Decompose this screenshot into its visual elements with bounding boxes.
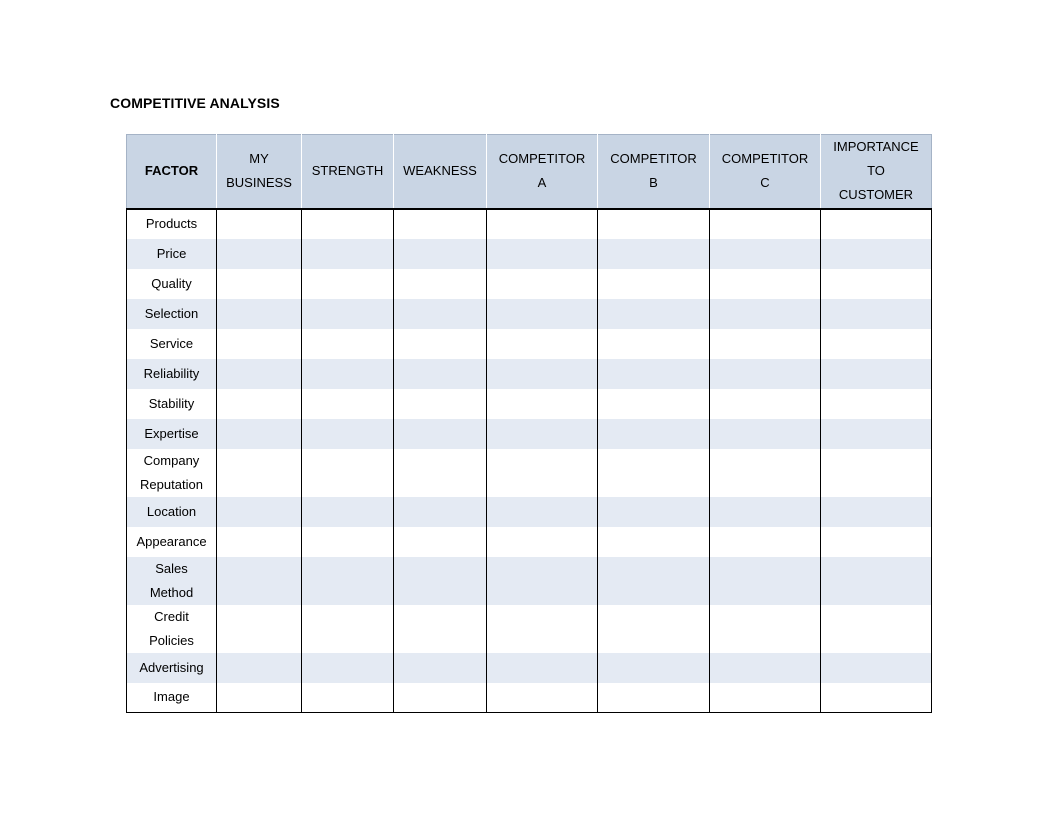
entry-cell-my-business[interactable] — [217, 329, 302, 359]
factor-cell — [127, 419, 217, 449]
column-header-text: CUSTOMER — [838, 187, 914, 203]
entry-cell-weakness[interactable] — [394, 527, 487, 557]
entry-cell-my-business[interactable] — [217, 269, 302, 299]
entry-cell-weakness[interactable] — [394, 359, 487, 389]
entry-cell-competitor-c[interactable] — [710, 359, 821, 389]
table-row — [127, 497, 932, 527]
table-row — [127, 557, 932, 605]
factor-cell — [127, 449, 217, 497]
entry-cell-competitor-a[interactable] — [487, 683, 598, 713]
table-body — [127, 209, 932, 713]
entry-cell-competitor-b[interactable] — [598, 389, 710, 419]
factor-label: Company — [143, 452, 200, 468]
entry-cell-strength[interactable] — [302, 209, 394, 239]
table-row — [127, 299, 932, 329]
entry-cell-my-business[interactable] — [217, 605, 302, 653]
entry-cell-my-business[interactable] — [217, 419, 302, 449]
entry-cell-my-business[interactable] — [217, 557, 302, 605]
column-header-text: STRENGTH — [311, 163, 384, 179]
column-header-text: TO — [867, 163, 885, 179]
entry-cell-importance-to-customer[interactable] — [821, 449, 932, 497]
entry-cell-competitor-a[interactable] — [487, 653, 598, 683]
entry-cell-my-business[interactable] — [217, 299, 302, 329]
table-row — [127, 209, 932, 239]
entry-cell-importance-to-customer[interactable] — [821, 329, 932, 359]
entry-cell-importance-to-customer[interactable] — [821, 497, 932, 527]
entry-cell-my-business[interactable] — [217, 653, 302, 683]
entry-cell-competitor-c[interactable] — [710, 605, 821, 653]
entry-cell-strength[interactable] — [302, 605, 394, 653]
entry-cell-strength[interactable] — [302, 683, 394, 713]
entry-cell-competitor-b[interactable] — [598, 605, 710, 653]
entry-cell-competitor-b[interactable] — [598, 527, 710, 557]
entry-cell-competitor-c[interactable] — [710, 299, 821, 329]
column-header-factor — [127, 135, 217, 209]
factor-cell — [127, 527, 217, 557]
column-header-text: COMPETITOR — [721, 151, 809, 167]
factor-label: Quality — [151, 275, 192, 291]
entry-cell-importance-to-customer[interactable] — [821, 527, 932, 557]
entry-cell-competitor-a[interactable] — [487, 269, 598, 299]
entry-cell-importance-to-customer[interactable] — [821, 269, 932, 299]
entry-cell-importance-to-customer[interactable] — [821, 605, 932, 653]
entry-cell-competitor-b[interactable] — [598, 497, 710, 527]
factor-cell — [127, 269, 217, 299]
entry-cell-competitor-c[interactable] — [710, 419, 821, 449]
entry-cell-my-business[interactable] — [217, 449, 302, 497]
entry-cell-importance-to-customer[interactable] — [821, 683, 932, 713]
factor-cell — [127, 389, 217, 419]
factor-label: Price — [156, 245, 187, 261]
entry-cell-weakness[interactable] — [394, 497, 487, 527]
entry-cell-competitor-c[interactable] — [710, 449, 821, 497]
entry-cell-competitor-a[interactable] — [487, 359, 598, 389]
entry-cell-my-business[interactable] — [217, 209, 302, 239]
entry-cell-weakness[interactable] — [394, 389, 487, 419]
entry-cell-competitor-a[interactable] — [487, 527, 598, 557]
entry-cell-my-business[interactable] — [217, 527, 302, 557]
column-header-competitor-a — [487, 135, 598, 209]
entry-cell-strength[interactable] — [302, 497, 394, 527]
entry-cell-competitor-b[interactable] — [598, 269, 710, 299]
factor-label: Reliability — [143, 365, 200, 381]
column-header-my-business — [217, 135, 302, 209]
entry-cell-competitor-a[interactable] — [487, 329, 598, 359]
factor-label: Selection — [144, 305, 199, 321]
table-row — [127, 269, 932, 299]
column-header-text: FACTOR — [144, 163, 199, 179]
factor-label: Credit — [154, 608, 189, 624]
page-title: COMPETITIVE ANALYSIS — [110, 95, 280, 111]
entry-cell-strength[interactable] — [302, 299, 394, 329]
factor-cell — [127, 605, 217, 653]
entry-cell-importance-to-customer[interactable] — [821, 557, 932, 605]
factor-label: Expertise — [144, 425, 199, 441]
column-header-text: A — [537, 175, 547, 191]
factor-label: Advertising — [139, 659, 204, 675]
factor-cell — [127, 359, 217, 389]
entry-cell-competitor-a[interactable] — [487, 419, 598, 449]
entry-cell-competitor-c[interactable] — [710, 527, 821, 557]
entry-cell-competitor-b[interactable] — [598, 329, 710, 359]
table-row — [127, 359, 932, 389]
entry-cell-my-business[interactable] — [217, 239, 302, 269]
entry-cell-strength[interactable] — [302, 239, 394, 269]
entry-cell-competitor-b[interactable] — [598, 359, 710, 389]
entry-cell-strength[interactable] — [302, 329, 394, 359]
column-header-text: COMPETITOR — [498, 151, 586, 167]
entry-cell-strength[interactable] — [302, 449, 394, 497]
table-row — [127, 419, 932, 449]
column-header-text: WEAKNESS — [403, 163, 477, 179]
entry-cell-competitor-c[interactable] — [710, 683, 821, 713]
entry-cell-strength[interactable] — [302, 653, 394, 683]
entry-cell-weakness[interactable] — [394, 419, 487, 449]
table-row — [127, 239, 932, 269]
entry-cell-my-business[interactable] — [217, 389, 302, 419]
factor-label: Products — [145, 216, 198, 231]
entry-cell-competitor-a[interactable] — [487, 239, 598, 269]
entry-cell-strength[interactable] — [302, 557, 394, 605]
factor-cell — [127, 299, 217, 329]
column-header-importance-to-customer — [821, 135, 932, 209]
entry-cell-importance-to-customer[interactable] — [821, 239, 932, 269]
entry-cell-weakness[interactable] — [394, 653, 487, 683]
factor-label: Service — [149, 335, 194, 351]
entry-cell-importance-to-customer[interactable] — [821, 653, 932, 683]
entry-cell-strength[interactable] — [302, 527, 394, 557]
table-row — [127, 653, 932, 683]
entry-cell-weakness[interactable] — [394, 239, 487, 269]
entry-cell-competitor-c[interactable] — [710, 209, 821, 239]
column-header-strength — [302, 135, 394, 209]
entry-cell-competitor-a[interactable] — [487, 557, 598, 605]
column-header-text: BUSINESS — [226, 175, 292, 191]
entry-cell-weakness[interactable] — [394, 299, 487, 329]
competitive-analysis-table — [126, 134, 932, 713]
entry-cell-importance-to-customer[interactable] — [821, 389, 932, 419]
header-row — [127, 135, 932, 209]
factor-label: Appearance — [136, 533, 207, 549]
entry-cell-competitor-a[interactable] — [487, 449, 598, 497]
factor-cell — [127, 557, 217, 605]
entry-cell-competitor-c[interactable] — [710, 269, 821, 299]
entry-cell-competitor-b[interactable] — [598, 239, 710, 269]
column-header-text: C — [760, 175, 770, 191]
entry-cell-weakness[interactable] — [394, 557, 487, 605]
factor-cell — [127, 329, 217, 359]
column-header-weakness — [394, 135, 487, 209]
entry-cell-competitor-c[interactable] — [710, 239, 821, 269]
entry-cell-competitor-b[interactable] — [598, 557, 710, 605]
entry-cell-competitor-c[interactable] — [710, 329, 821, 359]
entry-cell-importance-to-customer[interactable] — [821, 419, 932, 449]
column-header-text: B — [649, 175, 658, 191]
entry-cell-strength[interactable] — [302, 419, 394, 449]
entry-cell-competitor-a[interactable] — [487, 209, 598, 239]
entry-cell-weakness[interactable] — [394, 269, 487, 299]
table-row — [127, 449, 932, 497]
table-row — [127, 329, 932, 359]
factor-cell — [127, 239, 217, 269]
factor-label: Reputation — [140, 476, 203, 492]
entry-cell-competitor-a[interactable] — [487, 389, 598, 419]
entry-cell-competitor-a[interactable] — [487, 605, 598, 653]
entry-cell-competitor-b[interactable] — [598, 653, 710, 683]
factor-cell — [127, 497, 217, 527]
entry-cell-competitor-a[interactable] — [487, 299, 598, 329]
column-header-competitor-b — [598, 135, 710, 209]
entry-cell-strength[interactable] — [302, 269, 394, 299]
entry-cell-my-business[interactable] — [217, 497, 302, 527]
entry-cell-importance-to-customer[interactable] — [821, 299, 932, 329]
entry-cell-competitor-c[interactable] — [710, 653, 821, 683]
factor-label: Stability — [148, 395, 195, 411]
factor-label: Image — [153, 689, 190, 705]
entry-cell-strength[interactable] — [302, 359, 394, 389]
entry-cell-competitor-c[interactable] — [710, 557, 821, 605]
factor-cell — [127, 683, 217, 713]
factor-label: Policies — [149, 632, 194, 648]
entry-cell-competitor-b[interactable] — [598, 209, 710, 239]
entry-cell-competitor-a[interactable] — [487, 497, 598, 527]
entry-cell-weakness[interactable] — [394, 683, 487, 713]
table-row — [127, 389, 932, 419]
entry-cell-weakness[interactable] — [394, 449, 487, 497]
entry-cell-my-business[interactable] — [217, 683, 302, 713]
table-row — [127, 683, 932, 713]
factor-label: Method — [149, 584, 194, 600]
column-header-competitor-c — [710, 135, 821, 209]
factor-label: Sales — [155, 560, 188, 576]
factor-label: Location — [146, 503, 197, 519]
column-header-text: MY — [249, 151, 269, 167]
entry-cell-competitor-b[interactable] — [598, 299, 710, 329]
table-row — [127, 527, 932, 557]
entry-cell-weakness[interactable] — [394, 329, 487, 359]
table-row — [127, 605, 932, 653]
entry-cell-weakness[interactable] — [394, 605, 487, 653]
entry-cell-my-business[interactable] — [217, 359, 302, 389]
entry-cell-weakness[interactable] — [394, 209, 487, 239]
entry-cell-competitor-c[interactable] — [710, 497, 821, 527]
entry-cell-importance-to-customer[interactable] — [821, 359, 932, 389]
entry-cell-importance-to-customer[interactable] — [821, 209, 932, 239]
factor-cell — [127, 209, 217, 239]
factor-cell — [127, 653, 217, 683]
entry-cell-competitor-b[interactable] — [598, 449, 710, 497]
column-header-text: IMPORTANCE — [833, 139, 919, 155]
entry-cell-strength[interactable] — [302, 389, 394, 419]
entry-cell-competitor-c[interactable] — [710, 389, 821, 419]
entry-cell-competitor-b[interactable] — [598, 683, 710, 713]
entry-cell-competitor-b[interactable] — [598, 419, 710, 449]
column-header-text: COMPETITOR — [610, 151, 697, 167]
